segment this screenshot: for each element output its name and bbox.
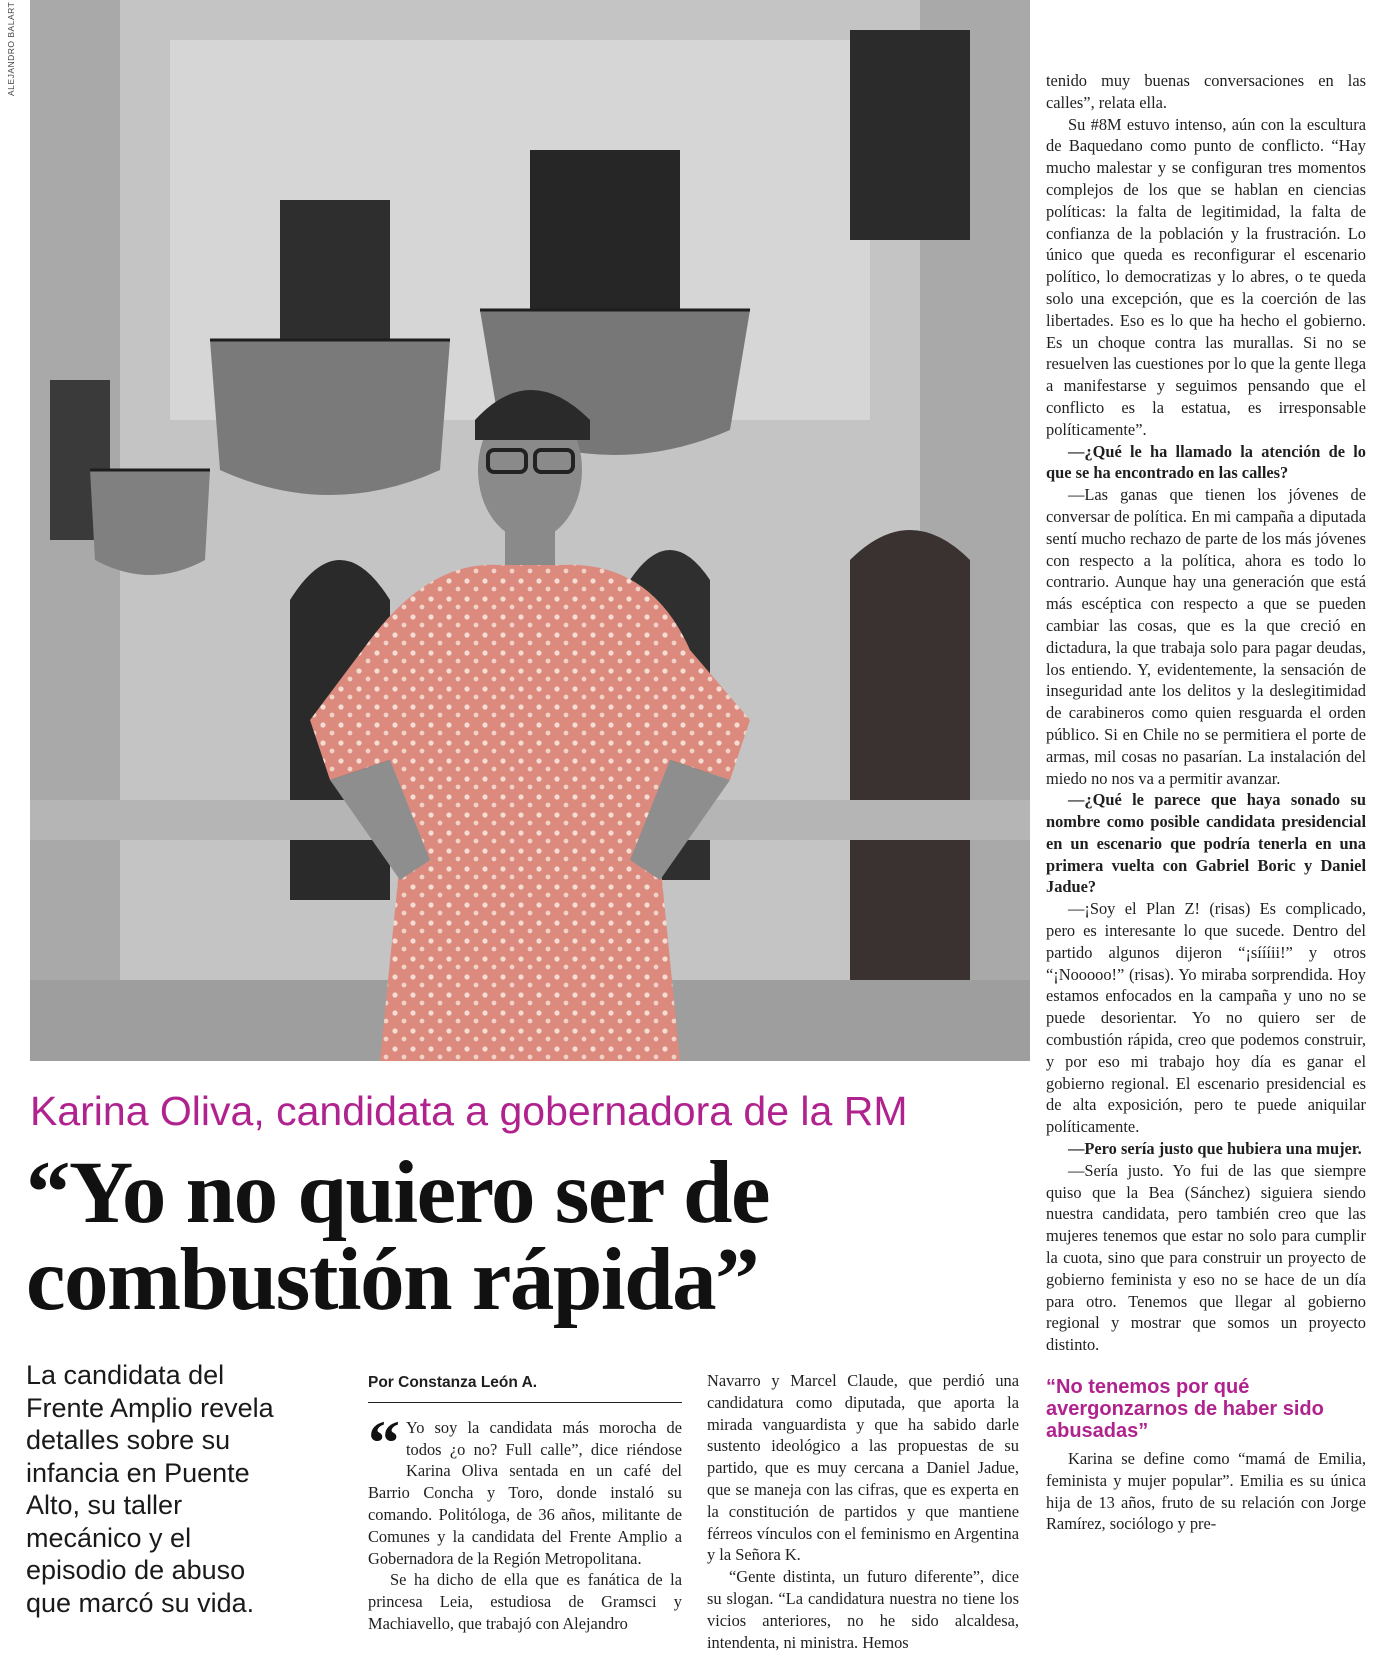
column-3 (1046, 70, 1366, 1535)
kicker: Karina Oliva, candidata a gobernadora de la RM (30, 1088, 908, 1134)
photo-credit: ALEJANDRO BALART (6, 2, 16, 97)
column-2 (707, 1370, 1019, 1653)
portrait-photo (30, 0, 1030, 1061)
deck-line: La candidata del (26, 1360, 225, 1390)
paragraph: Yo soy la candidata más morocha de todos ¿o no? Full calle”, dice riéndose Karina Oliva sentada en un café del Barrio Concha y Toro, donde instaló su comando. Politóloga, de 36 años, militante de Comunes y la candidata del Frente Amplio a Gobernadora de la Región Metropolitana. (368, 1417, 682, 1568)
deck-line: que marcó su vida. (26, 1587, 255, 1618)
deck-line: Alto, su taller (26, 1490, 183, 1520)
paragraph: tenido muy buenas conversaciones en las calles”, relata ella. (1046, 71, 1366, 112)
deck-line: infancia en Puente (26, 1457, 250, 1488)
answer: —Las ganas que tienen los jóvenes de conversar de política. En mi campaña a diputada sentí mucho rechazo de parte de los más jóvenes con respecto a la política, ahora es todo lo contrario. Aunque hay una generación que está más escéptica con respecto a que se pueden cambiar las cosas, que es la que creció en dictadura, la que trabaja solo para pagar deudas, los entiendo. Y, evidentemente, la sensación de inseguridad ante los delitos y la deslegitimidad de carabineros como quien resguarda el orden público. Si en Chile no se permitiera el porte de armas, mil cosas no pasarían. La instalación del miedo no nos va a permitir avanzar. (1046, 485, 1366, 788)
answer: —Sería justo. Yo fui de las que siempre quiso que la Bea (Sánchez) siguiera siendo nuestra candidata, pero también creo que las mujeres tenemos que estar no solo para cumplir la cuota, sino que para construir un proyecto de gobierno feminista y eso no se hace de un día para otro. Tenemos que llegar al gobierno regional y mostrar que somos un proyecto distinto. (1046, 1160, 1366, 1355)
open-quote-mark: “ (368, 1406, 400, 1478)
column-1 (368, 1372, 682, 1635)
question: —Pero sería justo que hubiera una mujer. (1068, 1139, 1362, 1159)
question: —¿Qué le ha llamado la atención de lo que se ha encontrado en las calles? (1046, 441, 1366, 483)
deck-line: detalles sobre su (26, 1425, 231, 1455)
deck (26, 1359, 316, 1619)
headline-line-1: “Yo no quiero ser de (26, 1144, 770, 1242)
paragraph: Karina se define como “mamá de Emilia, feminista y mujer popular”. Emilia es su única hija de 13 años, fruto de su relación con Jorge Ramírez, sociólogo y pre- (1046, 1449, 1366, 1534)
question: —¿Qué le parece que haya sonado su nombre como posible candidata presidencial en un escenario que podría tenerla en una primera vuelta con Gabriel Boric y Daniel Jadue? (1046, 790, 1366, 897)
deck-line: mecánico y el (26, 1522, 192, 1553)
deck-line: episodio de abuso (26, 1555, 246, 1585)
headline-line-2: combustión rápida” (26, 1231, 759, 1329)
paragraph: Su #8M estuvo intenso, aún con la escultura de Baquedano como punto de conflicto. “Hay mucho malestar y se configuran tres momentos complejos de los que se hablan en ciencias políticas: la falta de legitimidad, la falta de confianza de la población y la frustración. Lo único que queda es reconfigurar el escenario político, lo democratizas y lo abres, o te queda solo una excepción, que es la coerción de las libertades. Eso es lo que ha hecho el gobierno. Es un choque contra las murallas. Si no se resuelven las cuestiones por lo que la gente llega a manifestarse y seguimos pensando que el conflicto es la estatua, es irresponsable políticamente”. (1046, 114, 1366, 439)
paragraph: Navarro y Marcel Claude, que perdió una candidatura como diputada, que aporta la mirada vanguardista y que ha sabido darle sustento ideológico a las propuestas de su partido, que es muy cercana a Daniel Jadue, que se maneja con las cifras, que es experta en la constitución de partidos y que mantiene férreos vínculos con el feminismo en Argentina y la Señora K. (707, 1371, 1019, 1565)
headline (26, 1144, 1036, 1329)
answer: —¡Soy el Plan Z! (risas) Es complicado, pero es interesante lo que sucede. Dentro del partido algunos dijeron “¡síííii!” y otros “¡Nooooo!” (risas). Yo miraba sorprendida. Hoy estamos enfocados en la campaña y uno no se puede desorientar. Yo no quiero ser de combustión rápida, creo que podemos construir, y por eso mi trabajo hoy día es ganar el gobierno regional. El escenario presidencial es de alta exposición, pero te puede aniquilar políticamente. (1046, 899, 1366, 1137)
paragraph: “Gente distinta, un futuro diferente”, dice su slogan. “La candidatura nuestra no tiene los vicios anteriores, no he sido alcaldesa, intendenta, ni ministra. Hemos (707, 1567, 1019, 1652)
deck-line: Frente Amplio revela (26, 1392, 274, 1423)
paragraph: Se ha dicho de ella que es fanática de la princesa Leia, estudiosa de Gramsci y Machiavello, que trabajó con Alejandro (368, 1570, 682, 1633)
byline: Por Constanza León A. (368, 1372, 682, 1403)
pull-quote-subhead: “No tenemos por qué avergonzarnos de haber sido abusadas” (1046, 1376, 1324, 1443)
